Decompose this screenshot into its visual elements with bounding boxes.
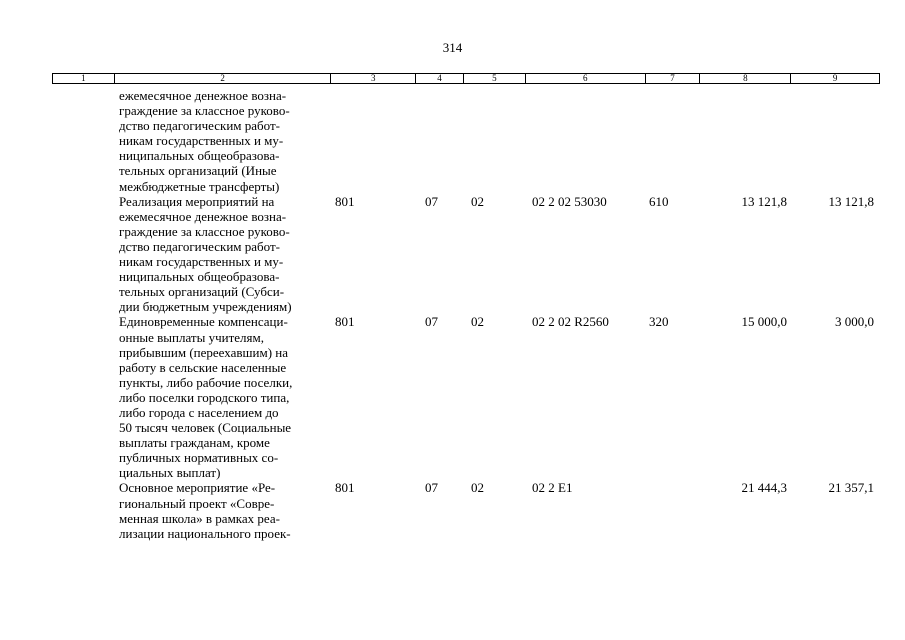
cell-col-5 [463, 88, 525, 194]
cell-col-9: 3 000,0 [835, 314, 874, 330]
cell-col-5: 02 [471, 480, 484, 496]
cell-col-8: 13 121,8 [741, 193, 787, 209]
table-body [52, 88, 880, 541]
cell-description: Единовременные компенсаци- онные выплаты учителям, прибывшим (переехавшим) на работу в сельские населенные пункты, либо рабочие поселки, либо поселки городского типа, либо города с населением до 50 тысяч человек (Социальные выплаты гражданам, кроме публичных нормативных со- циальных выплат) [119, 314, 293, 481]
table-row [52, 480, 880, 540]
header-col-5: 5 [463, 74, 525, 83]
cell-col-5: 02 [471, 314, 484, 330]
cell-col-8 [700, 88, 791, 194]
cell-col-6: 02 2 02 R2560 [532, 314, 609, 330]
header-col-6: 6 [525, 74, 645, 83]
cell-col-6: 02 2 02 53030 [532, 193, 607, 209]
cell-col-3 [330, 88, 415, 194]
page-number: 314 [442, 40, 463, 55]
cell-col-4 [415, 88, 463, 194]
cell-col-7 [645, 88, 700, 194]
cell-col-8: 15 000,0 [741, 314, 787, 330]
cell-col-7: 320 [649, 314, 669, 330]
cell-col-8: 21 444,3 [741, 480, 787, 496]
table-header [52, 73, 880, 84]
cell-col-4: 07 [425, 193, 438, 209]
header-col-1: 1 [81, 73, 86, 83]
cell-col-7: 610 [649, 193, 669, 209]
cell-col-4: 07 [425, 314, 438, 330]
header-col-9: 9 [790, 74, 879, 83]
cell-col-9: 21 357,1 [828, 480, 874, 496]
cell-col-1 [52, 194, 113, 315]
cell-col-1 [52, 88, 113, 194]
cell-col-4: 07 [425, 480, 438, 496]
cell-col-3: 801 [335, 193, 355, 209]
table-row [52, 88, 880, 194]
header-col-2: 2 [114, 74, 330, 83]
cell-col-6 [525, 88, 645, 194]
cell-col-5: 02 [471, 193, 484, 209]
cell-description: Основное мероприятие «Ре- гиональный проект «Совре- менная школа» в рамках реа- лизации национального проек- [119, 480, 291, 541]
cell-col-1 [52, 480, 113, 540]
cell-col-9 [791, 88, 880, 194]
header-col-7: 7 [645, 74, 700, 83]
header-col-4: 4 [415, 74, 463, 83]
table-row [52, 194, 880, 315]
cell-col-9: 13 121,8 [828, 193, 874, 209]
header-col-8: 8 [699, 74, 790, 83]
cell-col-6: 02 2 E1 [532, 480, 573, 496]
cell-col-3: 801 [335, 314, 355, 330]
cell-col-1 [52, 314, 113, 480]
cell-col-3: 801 [335, 480, 355, 496]
table-row [52, 314, 880, 480]
header-col-3: 3 [330, 74, 415, 83]
cell-col-7 [645, 480, 700, 540]
cell-description: ежемесячное денежное возна- граждение за классное руково- дство педагогическим работ- никам государственных и му- ниципальных общеобразова- тельных организаций (Иные межбюджетные трансферты) [119, 88, 290, 194]
cell-description: Реализация мероприятий на ежемесячное денежное возна- граждение за классное руково- дство педагогическим работ- никам государственных и му- ниципальных общеобразова- тельных организаций (Субси- дии бюджетным учреждениям) [119, 193, 292, 315]
